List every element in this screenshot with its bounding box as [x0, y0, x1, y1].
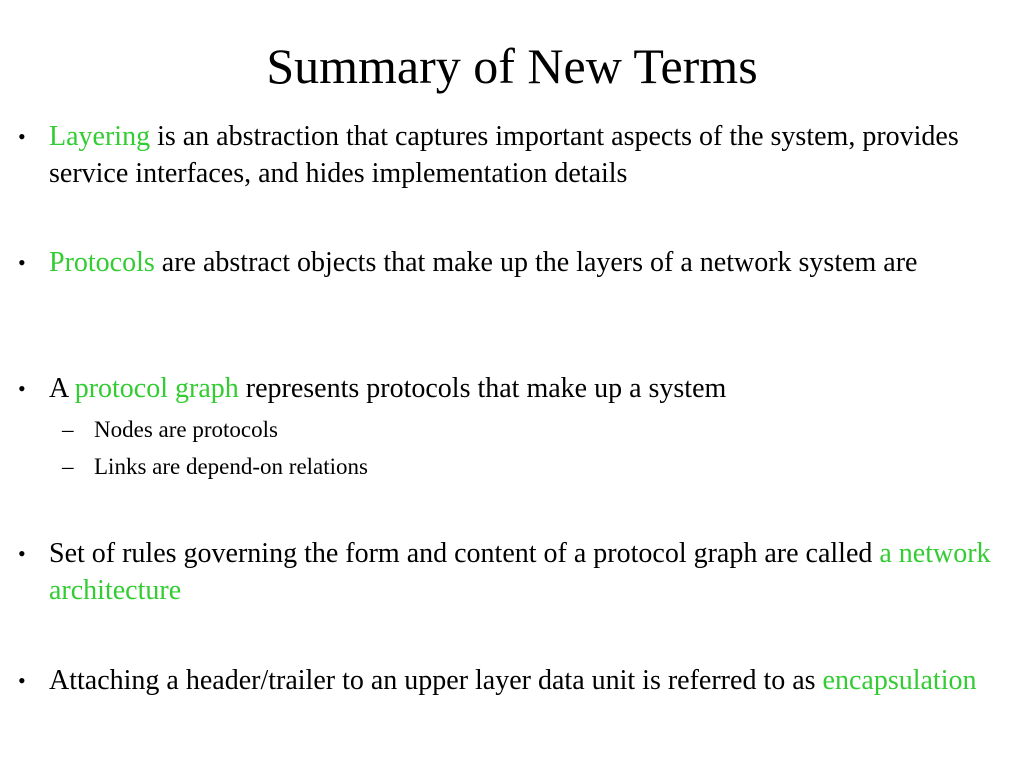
bullet-text	[49, 662, 1009, 699]
bullet-text	[49, 118, 1009, 192]
bullet-text	[49, 535, 1009, 609]
bullet-post: represents protocols that make up a system	[238, 373, 727, 404]
dash-icon: –	[62, 454, 74, 479]
bullet-text	[49, 370, 1009, 407]
sub-item-text: Links are depend-on relations	[94, 454, 368, 479]
slide-title: Summary of New Terms	[266, 38, 758, 94]
bullet-text	[49, 244, 1009, 281]
term-highlight: a network architecture	[49, 538, 991, 606]
bullet-icon: •	[18, 376, 26, 401]
bullet-pre: Set of rules governing the form and content of a protocol graph are called	[49, 538, 880, 569]
dash-icon: –	[62, 417, 74, 442]
bullet-icon: •	[18, 541, 26, 566]
bullet-pre: A	[49, 373, 75, 404]
bullet-icon: •	[18, 668, 26, 693]
bullet-post: is an abstraction that captures important aspects of the system, provides service interfaces, and hides implementation details	[49, 121, 959, 189]
bullet-icon: •	[18, 124, 26, 149]
term-highlight: encapsulation	[822, 665, 977, 696]
bullet-icon: •	[18, 250, 26, 275]
sub-item-text: Nodes are protocols	[94, 417, 278, 442]
term-highlight: Layering	[49, 121, 151, 152]
term-highlight: protocol graph	[74, 373, 239, 404]
term-highlight: Protocols	[49, 247, 155, 278]
bullet-post: are abstract objects that make up the layers of a network system are	[154, 247, 918, 278]
bullet-pre: Attaching a header/trailer to an upper layer data unit is referred to as	[49, 665, 823, 696]
